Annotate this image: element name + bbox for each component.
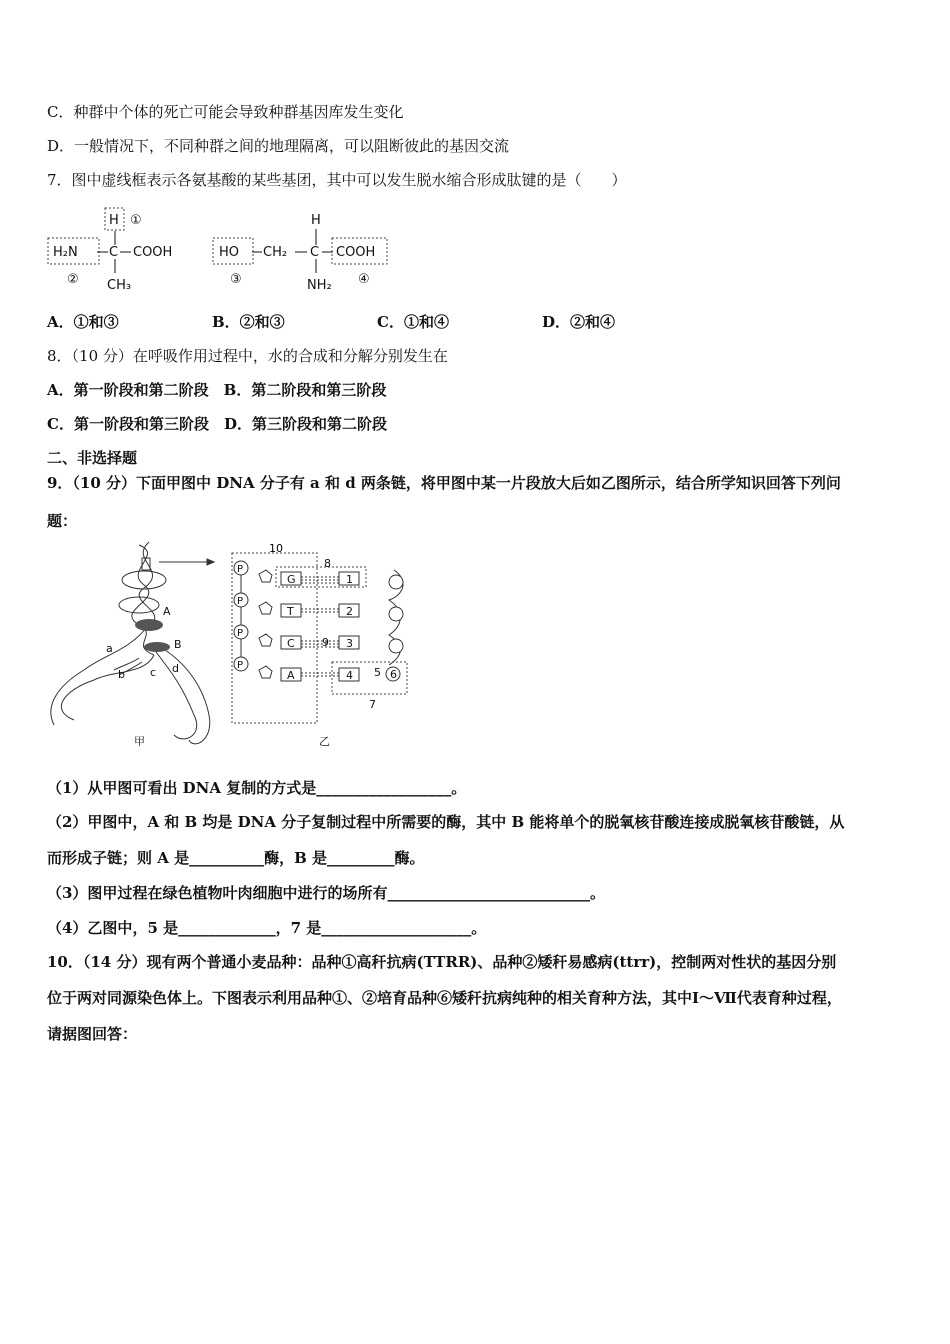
q9-part-2b: 而形成子链；则 A 是__________酶，B 是_________酶。 [47,849,425,867]
aa1-cooh: COOH [133,245,173,260]
label-strand-b: b [118,668,125,681]
aa2-ho: HO [219,245,240,260]
aa2-cooh: COOH [336,245,376,260]
label-1: 1 [346,573,353,586]
q7-option-a: A．①和③ [47,313,119,331]
label-3: 3 [346,637,353,650]
aa1-c: C [109,245,119,260]
q8-options-cd: C．第一阶段和第三阶段 D．第三阶段和第二阶段 [47,415,387,433]
q7-option-b: B．②和③ [212,313,285,331]
label-enzyme-a: A [163,605,171,618]
base-a: A [287,669,295,682]
label-5: 5 [374,666,381,679]
q6-option-c: C．种群中个体的死亡可能会导致种群基因库发生变化 [47,103,404,121]
label-9: 9 [322,636,329,649]
q6-option-d: D．一般情况下，不同种群之间的地理隔离，可以阻断彼此的基因交流 [47,137,510,155]
q7-option-d: D．②和④ [542,313,616,331]
q9-stem-2: 题： [47,512,78,530]
base-t: T [287,605,294,618]
label-10: 10 [269,542,283,555]
aa2-label-3: ③ [230,272,242,287]
section-2-heading: 二、非选择题 [47,449,138,467]
q10-stem-3: 请据图回答： [47,1025,138,1043]
aa1-label-1: ① [130,213,142,228]
phosphate-4: P [237,660,244,671]
label-7: 7 [369,698,376,711]
q7-option-c: C．①和④ [377,313,449,331]
amino-acid-figure [45,205,405,300]
label-strand-a: a [106,642,113,655]
aa2-label-4: ④ [358,272,370,287]
aa2-ch2: CH₂ [263,245,288,260]
label-4: 4 [346,669,353,682]
q7-stem: 7．图中虚线框表示各氨基酸的某些基团，其中可以发生脱水缩合形成肽键的是（ ） [47,171,627,189]
q10-stem-1: 10．（14 分）现有两个普通小麦品种：品种①高秆抗病(TTRR)、品种②矮秆易感病(ttrr)，控制两对性状的基因分别 [47,953,837,971]
phosphate-2: P [237,596,244,607]
label-enzyme-b: B [174,638,182,651]
q9-part-1: （1）从甲图可看出 DNA 复制的方式是__________________。 [47,779,467,797]
base-g: G [287,573,296,586]
label-6: 6 [390,668,397,681]
base-c: C [287,637,295,650]
aa2-h: H [311,213,321,228]
caption-jia: 甲 [134,735,145,748]
aa2-nh2: NH₂ [307,278,332,293]
aa2-c: C [310,245,320,260]
q9-part-2a: （2）甲图中，A 和 B 均是 DNA 分子复制过程中所需要的酶，其中 B 能将单个的脱氧核苷酸连接成脱氧核苷酸链，从 [47,813,845,831]
aa1-label-2: ② [67,272,79,287]
q9-part-3: （3）图甲过程在绿色植物叶肉细胞中进行的场所有___________________________。 [47,884,605,902]
caption-yi: 乙 [319,735,330,748]
q8-stem: 8．（10 分）在呼吸作用过程中，水的合成和分解分别发生在 [47,347,448,365]
aa1-ch3: CH₃ [107,278,132,293]
label-2: 2 [346,605,353,618]
label-8: 8 [324,557,331,570]
aa1-h2n: H₂N [53,245,78,260]
aa1-h: H [109,213,119,228]
label-strand-c: c [150,666,157,679]
phosphate-1: P [237,564,244,575]
q10-stem-2: 位于两对同源染色体上。下图表示利用品种①、②培育品种⑥矮秆抗病纯种的相关育种方法，其中Ⅰ～Ⅶ代表育种过程， [47,989,842,1007]
label-strand-d: d [172,662,179,675]
q9-part-4: （4）乙图中，5 是_____________，7 是____________________。 [47,919,487,937]
phosphate-3: P [237,628,244,639]
q8-options-ab: A．第一阶段和第二阶段 B．第二阶段和第三阶段 [47,381,387,399]
dna-replication-figure [44,540,424,752]
q9-stem-1: 9．（10 分）下面甲图中 DNA 分子有 a 和 d 两条链，将甲图中某一片段放大后如乙图所示，结合所学知识回答下列问 [47,474,841,492]
